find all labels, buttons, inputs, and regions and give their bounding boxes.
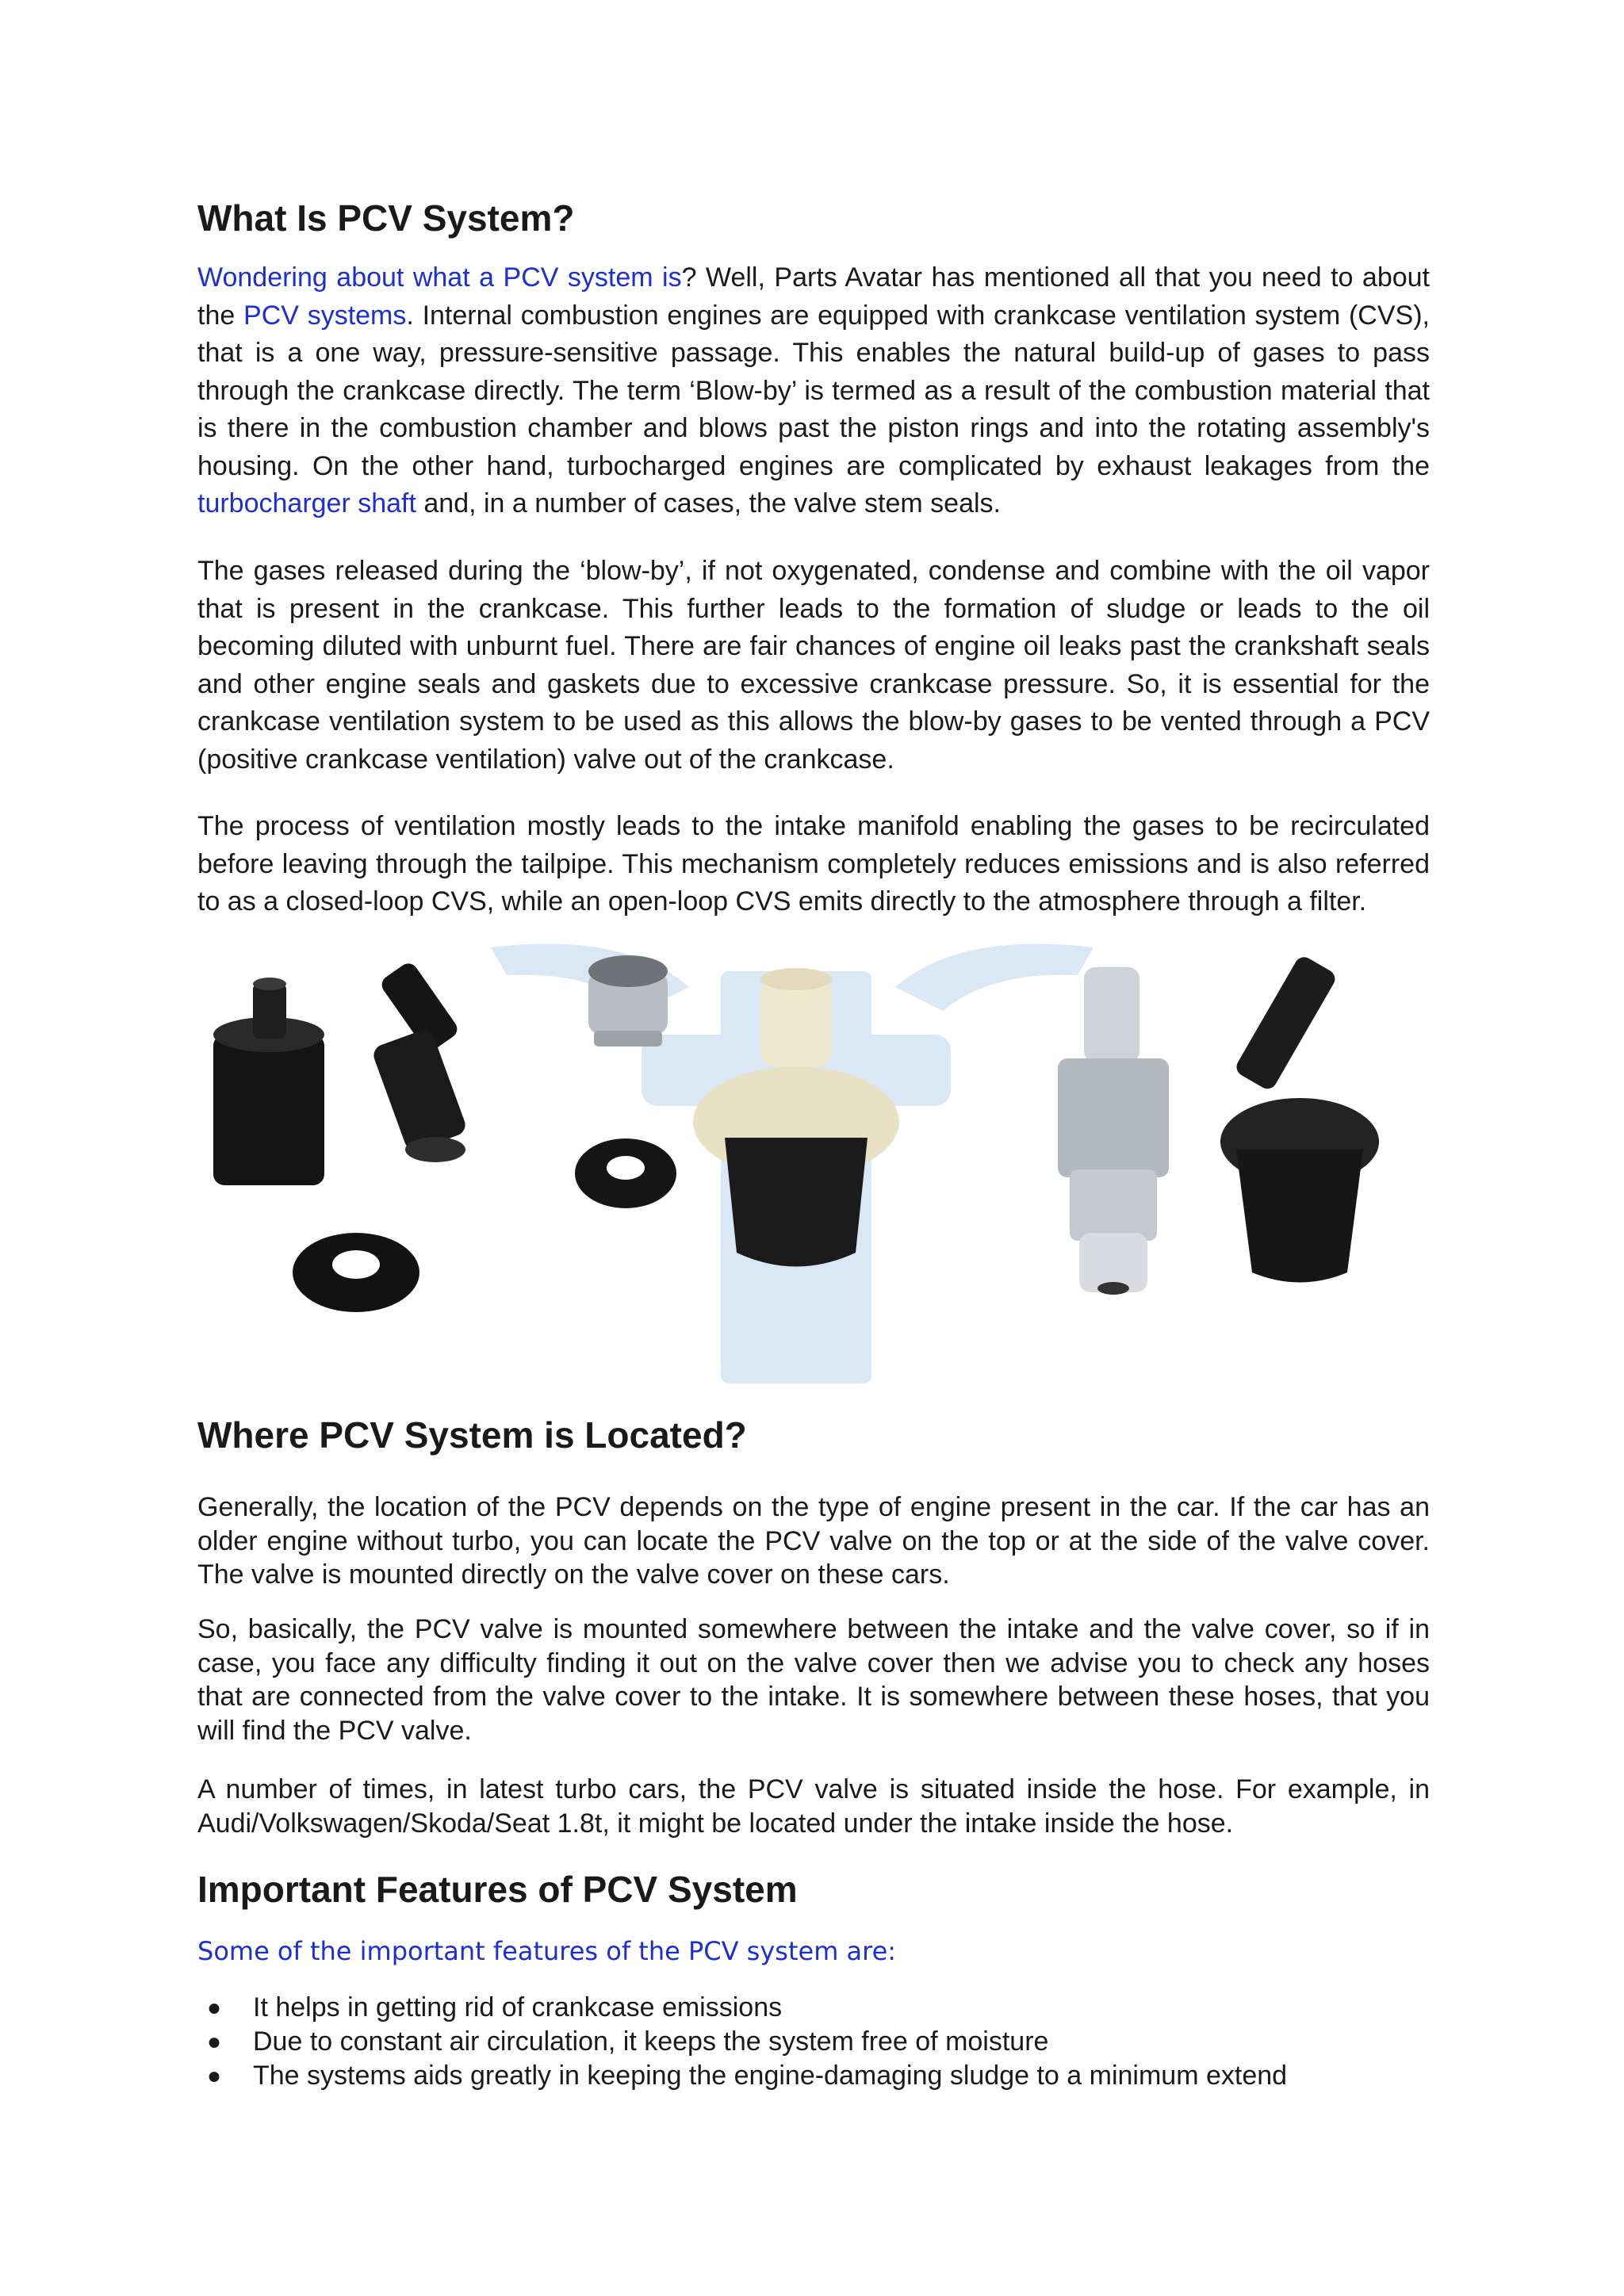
- heading-important-features: Important Features of PCV System: [197, 1869, 798, 1910]
- black-angled-pcv-valve: [1220, 954, 1379, 1283]
- features-list: [197, 1991, 1430, 2093]
- paragraph-between-intake: So, basically, the PCV valve is mounted somewhere between the intake and the valve cover, so if in case, you face any difficulty finding it out on the valve cover then we advise you to check any hoses that are connected from the valve cover to the intake. It is somewhere between these hoses, that you will find the PCV valve.: [197, 1614, 1430, 1746]
- list-item: [197, 1991, 1430, 2025]
- link-pcv-systems[interactable]: PCV systems: [243, 300, 407, 331]
- list-item: [197, 2025, 1430, 2059]
- black-cap-part: [213, 978, 324, 1185]
- text-run: ? Well, Parts Avatar has mentioned all that you need to about the: [197, 262, 1431, 331]
- grommet-small-part: [575, 1138, 676, 1208]
- bullet-icon: ●: [207, 2063, 222, 2089]
- mesh-filter-part: [588, 955, 668, 1047]
- heading-what-is-pcv: What Is PCV System?: [197, 197, 575, 239]
- elbow-connector-part: [370, 960, 468, 1162]
- chrome-pcv-valve: [1058, 967, 1169, 1295]
- list-item: [197, 2059, 1430, 2093]
- list-item-text: It helps in getting rid of crankcase emissions: [253, 1992, 783, 2022]
- text-run: . Internal combustion engines are equipped with crankcase ventilation system (CVS), that is a one way, pressure-sensitive passage. This enables the natural build-up of gases to pass through the crankcase directly. The term ‘Blow-by’ is termed as a result of the combustion material that is there in the combustion chamber and blows past the piston rings and into the rotating assembly's housing. On the other hand, turbocharged engines are complicated by exhaust leakages from the: [197, 300, 1430, 481]
- heading-where-located: Where PCV System is Located?: [197, 1414, 747, 1456]
- paragraph-ventilation: The process of ventilation mostly leads to the intake manifold enabling the gases to be recirculated before leaving through the tailpipe. This mechanism completely reduces emissions and is also referred to as a closed-loop CVS, while an open-loop CVS emits directly to the atmosphere through a filter.: [197, 811, 1430, 916]
- features-intro: Some of the important features of the PCV system are:: [197, 1936, 897, 1966]
- text-run: and, in a number of cases, the valve stem seals.: [416, 488, 1001, 519]
- bullet-icon: ●: [207, 2029, 222, 2055]
- paragraph-location: Generally, the location of the PCV depends on the type of engine present in the car. If the car has an older engine without turbo, you can locate the PCV valve on the top or at the side of the valve cover. The valve is mounted directly on the valve cover on these cars.: [197, 1492, 1430, 1590]
- link-wondering-pcv[interactable]: Wondering about what a PCV system is: [197, 262, 682, 293]
- link-turbocharger-shaft[interactable]: turbocharger shaft: [197, 488, 416, 519]
- list-item-text: Due to constant air circulation, it keeps the system free of moisture: [253, 2026, 1049, 2057]
- list-item-text: The systems aids greatly in keeping the engine-damaging sludge to a minimum extend: [253, 2061, 1288, 2091]
- paragraph-blow-by: The gases released during the ‘blow-by’, if not oxygenated, condense and combine with the oil vapor that is present in the crankcase. This further leads to the formation of sludge or leads to the oil becoming diluted with unburnt fuel. There are fair chances of engine oil leaks past the crankshaft seals and other engine seals and gaskets due to excessive crankcase pressure. So, it is essential for the crankcase ventilation system to be used as this allows the blow-by gases to be vented through a PCV (positive crankcase ventilation) valve out of the crankcase.: [197, 556, 1430, 775]
- paragraph-intro: [197, 259, 1430, 523]
- paragraph-turbo-cars: A number of times, in latest turbo cars, the PCV valve is situated inside the hose. For example, in Audi/Volkswagen/Skoda/Seat 1.8t, it might be located under the intake inside the hose.: [197, 1774, 1430, 1839]
- grommet-ring-part: [293, 1233, 419, 1312]
- bullet-icon: ●: [207, 1995, 222, 2021]
- pcv-parts-photo: [197, 939, 1430, 1383]
